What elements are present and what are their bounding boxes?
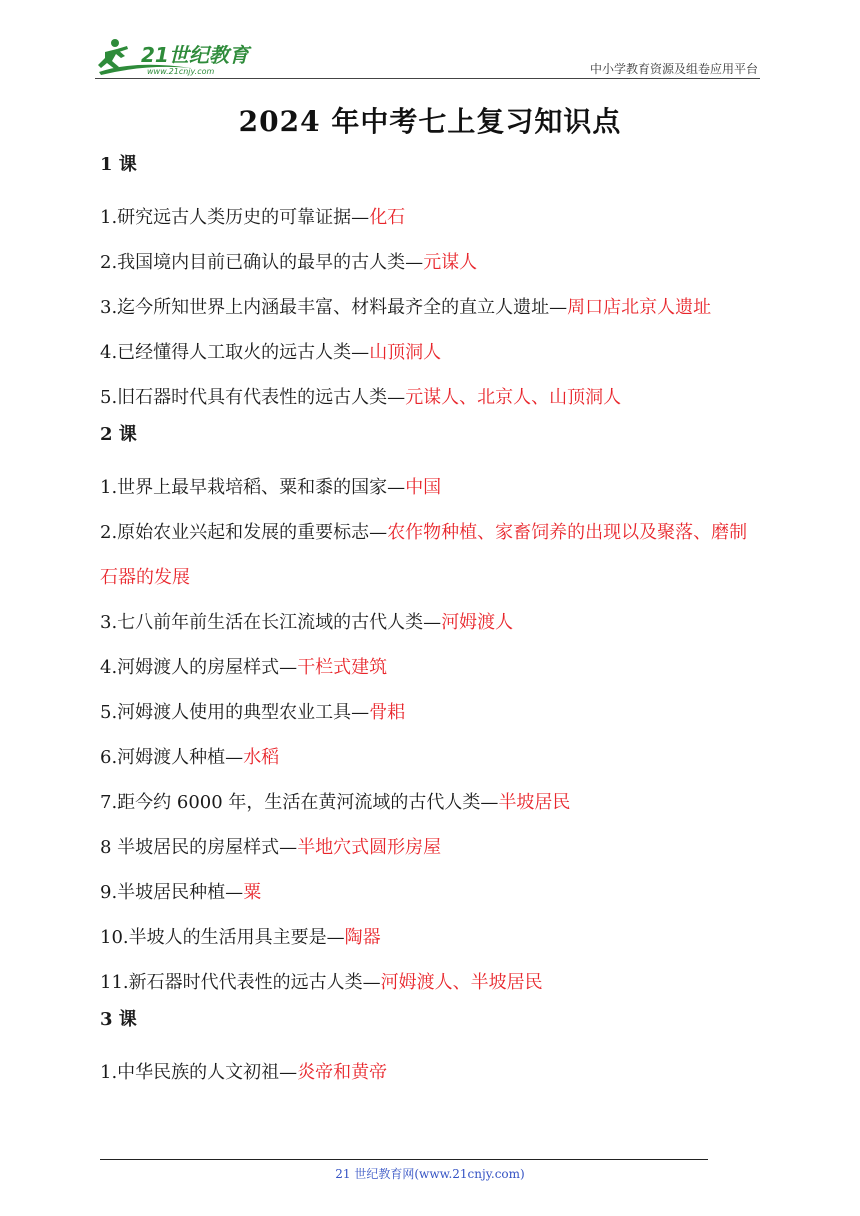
section-heading: 2 课: [100, 424, 137, 445]
question-text: 2.我国境内目前已确认的最早的古人类—: [100, 252, 424, 273]
knowledge-item: [100, 510, 765, 600]
answer-text: 陶器: [344, 927, 381, 948]
answer-text: 山顶洞人: [369, 342, 442, 363]
knowledge-item: [100, 600, 765, 645]
question-text: 8 半坡居民的房屋样式—: [100, 837, 298, 858]
section-heading: 1 课: [100, 154, 137, 175]
svg-text:21世纪教育: 21世纪教育: [141, 43, 249, 67]
answer-text: 水稻: [243, 747, 280, 768]
question-text: 4.河姆渡人的房屋样式—: [100, 657, 298, 678]
knowledge-item: [100, 870, 765, 915]
answer-text: 半地穴式圆形房屋: [297, 837, 442, 858]
knowledge-item: [100, 735, 765, 780]
knowledge-item: [100, 375, 765, 420]
footer-divider: [100, 1159, 708, 1160]
question-text: 7.距今约 6000 年，生活在黄河流域的古代人类—: [100, 792, 499, 813]
answer-text: 骨耜: [369, 702, 406, 723]
answer-text: 农作物种植、家畜饲养的出现以及聚落、磨制石器的发展: [100, 522, 748, 588]
document-body: [100, 150, 765, 1095]
question-text: 4.已经懂得人工取火的远古人类—: [100, 342, 370, 363]
site-logo[interactable]: [95, 34, 275, 78]
knowledge-item: [100, 645, 765, 690]
question-text: 5.河姆渡人使用的典型农业工具—: [100, 702, 370, 723]
question-text: 3.迄今所知世界上内涵最丰富、材料最齐全的直立人遗址—: [100, 297, 568, 318]
question-text: 3.七八前年前生活在长江流域的古代人类—: [100, 612, 442, 633]
answer-text: 河姆渡人、半坡居民: [380, 972, 543, 993]
answer-text: 河姆渡人: [441, 612, 514, 633]
question-text: 1.研究远古人类历史的可靠证据—: [100, 207, 370, 228]
answer-text: 中国: [405, 477, 442, 498]
knowledge-item: [100, 915, 765, 960]
answer-text: 炎帝和黄帝: [297, 1062, 388, 1083]
question-text: 5.旧石器时代具有代表性的远古人类—: [100, 387, 406, 408]
knowledge-item: [100, 825, 765, 870]
knowledge-item: [100, 465, 765, 510]
question-text: 6.河姆渡人种植—: [100, 747, 244, 768]
page-header: [95, 30, 760, 80]
header-tagline: 中小学教育资源及组卷应用平台: [589, 62, 758, 76]
document-title: 2024 年中考七上复习知识点: [238, 105, 622, 138]
svg-text:www.21cnjy.com: www.21cnjy.com: [147, 67, 215, 76]
runner-logo-icon: [95, 34, 275, 78]
knowledge-item: [100, 960, 765, 1005]
answer-text: 元谋人、北京人、山顶洞人: [405, 387, 622, 408]
knowledge-item: [100, 330, 765, 375]
header-divider: [95, 78, 760, 79]
question-text: 2.原始农业兴起和发展的重要标志—: [100, 522, 388, 543]
section-heading: 3 课: [100, 1009, 137, 1030]
question-text: 9.半坡居民种植—: [100, 882, 244, 903]
knowledge-item: [100, 285, 765, 330]
answer-text: 化石: [369, 207, 406, 228]
knowledge-item: [100, 690, 765, 735]
answer-text: 元谋人: [423, 252, 478, 273]
answer-text: 干栏式建筑: [297, 657, 388, 678]
question-text: 10.半坡人的生活用具主要是—: [100, 927, 345, 948]
knowledge-item: [100, 195, 765, 240]
question-text: 1.世界上最早栽培稻、粟和黍的国家—: [100, 477, 406, 498]
footer-link[interactable]: 21 世纪教育网(www.21cnjy.com): [335, 1167, 525, 1181]
question-text: 1.中华民族的人文初祖—: [100, 1062, 298, 1083]
knowledge-item: [100, 1050, 765, 1095]
knowledge-item: [100, 240, 765, 285]
answer-text: 粟: [243, 882, 262, 903]
question-text: 11.新石器时代代表性的远古人类—: [100, 972, 381, 993]
answer-text: 周口店北京人遗址: [567, 297, 712, 318]
knowledge-item: [100, 780, 765, 825]
answer-text: 半坡居民: [498, 792, 571, 813]
